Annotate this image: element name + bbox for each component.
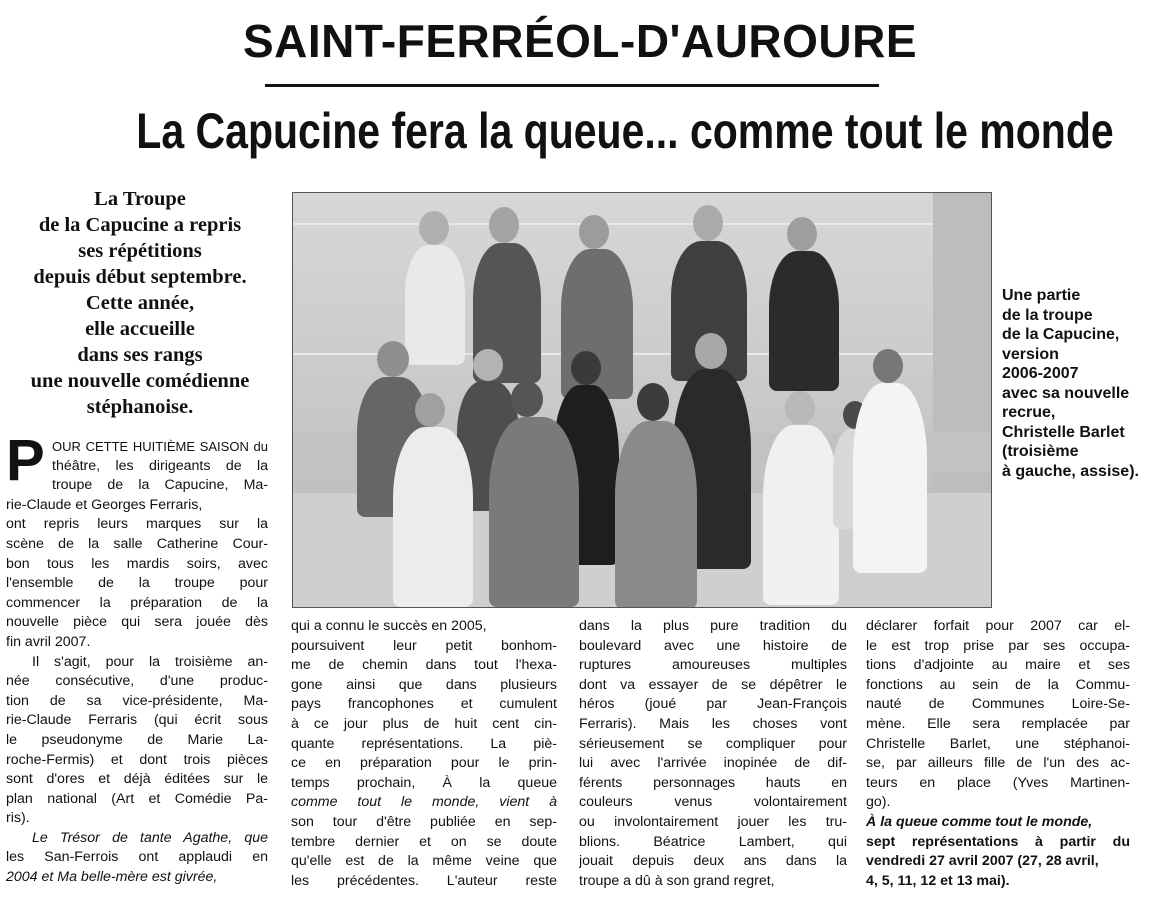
text-line: À la queue comme tout le monde, bbox=[866, 813, 1093, 830]
text-line: ris). bbox=[6, 810, 30, 827]
text-line: nouvelle pièce qui sera jouée dès bbox=[6, 614, 268, 631]
text-line: tions d'adjointe au maire et ses bbox=[866, 657, 1130, 674]
text-line: tembre dernier et on se doute bbox=[291, 833, 557, 850]
lead-line: une nouvelle comédienne bbox=[30, 370, 250, 392]
caption-line: Une partie bbox=[1002, 287, 1081, 304]
text-line: ruptures amoureuses multiples bbox=[579, 657, 847, 674]
text-line: plan national (Art et Comédie Pa- bbox=[6, 790, 268, 807]
text-line: scène de la salle Catherine Cour- bbox=[6, 535, 268, 552]
text-line: commencer la préparation de la bbox=[6, 594, 268, 611]
text-line: à ce jour plus de huit cent cin- bbox=[291, 715, 557, 732]
lead-line: dans ses rangs bbox=[77, 344, 203, 366]
caption-line: de la Capucine, bbox=[1002, 326, 1120, 343]
text-line: go). bbox=[866, 794, 891, 811]
text-line: ou involontairement jouer les tru- bbox=[579, 813, 847, 830]
text-line: se, par ailleurs fille de l'un des ac- bbox=[866, 755, 1130, 772]
text-line: née consécutive, d'une produc- bbox=[6, 673, 268, 690]
text-line: les San-Ferrois ont applaudi en bbox=[6, 849, 268, 866]
text-line: sont d'ores et déjà éditées sur le bbox=[6, 771, 268, 788]
article-column-1 bbox=[6, 428, 268, 888]
text-line: 4, 5, 11, 12 et 13 mai). bbox=[866, 872, 1010, 889]
text-line: OUR CETTE HUITIÈME SAISON du bbox=[52, 439, 268, 454]
text-line: héros (joué par Jean-François bbox=[579, 696, 847, 713]
lead-line: de la Capucine a repris bbox=[38, 214, 242, 236]
text-line: Il s'agit, pour la troisième an- bbox=[32, 653, 268, 670]
text-line: boulevard avec une histoire de bbox=[579, 637, 847, 654]
text-line: sept représentations à partir du bbox=[866, 833, 1130, 850]
text-line: mène. Elle sera remplacée par bbox=[866, 715, 1130, 732]
article-column-2 bbox=[291, 617, 557, 891]
caption-line: (troisième bbox=[1002, 443, 1079, 460]
text-line: fonctions au sein de la Commu- bbox=[866, 676, 1130, 693]
text-line: jouait depuis deux ans dans la bbox=[579, 853, 847, 870]
caption-line: version bbox=[1002, 345, 1059, 363]
article-headline: La Capucine fera la queue... comme tout le monde bbox=[136, 103, 1114, 159]
text-line: comme tout le monde, vient à bbox=[291, 794, 557, 811]
caption-line: de la troupe bbox=[1002, 306, 1093, 324]
caption-line: recrue, bbox=[1002, 404, 1056, 421]
lead-line: ses répétitions bbox=[78, 240, 202, 262]
text-line: gone ainsi que dans plusieurs bbox=[291, 676, 557, 693]
text-line: qui a connu le succès en 2005, bbox=[291, 618, 487, 634]
text-line: ont repris leurs marques sur la bbox=[6, 516, 268, 533]
text-line: le est trop prise par ses occupa- bbox=[866, 637, 1130, 654]
text-line: blions. Béatrice Lambert, qui bbox=[579, 833, 847, 850]
caption-line: à gauche, assise). bbox=[1002, 462, 1139, 480]
text-line: rie-Claude et Georges Ferraris, bbox=[6, 496, 203, 513]
text-line: rie-Claude Ferraris (qui écrit sous bbox=[6, 712, 268, 729]
text-line: Ferraris). Mais les choses vont bbox=[579, 715, 847, 732]
text-line: fin avril 2007. bbox=[6, 633, 91, 650]
text-line: bon tous les mardis soirs, avec bbox=[6, 555, 268, 572]
section-kicker: SAINT-FERRÉOL-D'AUROURE bbox=[242, 15, 918, 67]
caption-line: Christelle Barlet bbox=[1002, 423, 1125, 441]
text-line: férents personnages hauts en bbox=[579, 774, 847, 791]
lead-line: La Troupe bbox=[94, 188, 186, 210]
text-line: poursuivent leur petit bonhom- bbox=[291, 637, 557, 654]
text-line: roche-Fermis) et dont trois pièces bbox=[6, 751, 268, 768]
text-line: quante représentations. La piè- bbox=[291, 735, 557, 752]
lead-line: elle accueille bbox=[85, 318, 195, 340]
text-line: 2004 et Ma belle-mère est givrée, bbox=[6, 869, 218, 886]
text-line: qu'elle est de la même veine que bbox=[291, 853, 557, 870]
text-line: troupe de la Capucine, Ma- bbox=[52, 477, 268, 494]
lead-line: depuis début septembre. bbox=[33, 266, 247, 288]
troupe-group-photo bbox=[292, 192, 992, 608]
text-line: sérieusement se compliquer pour bbox=[579, 735, 847, 752]
text-line: ce en préparation pour le prin- bbox=[291, 755, 557, 772]
article-lead bbox=[6, 186, 274, 420]
text-line: Le Trésor de tante Agathe, que bbox=[32, 829, 268, 846]
text-line: tion de sa vice-présidente, Ma- bbox=[6, 692, 268, 709]
text-line: les précédentes. L'auteur reste bbox=[291, 872, 557, 889]
text-line: lui avec l'arrivée inopinée de dif- bbox=[579, 755, 847, 772]
article-column-3 bbox=[579, 617, 847, 891]
text-line: temps prochain, À la queue bbox=[291, 774, 557, 791]
text-line: dans la plus pure tradition du bbox=[579, 618, 847, 634]
text-line: son tour d'être publiée en sep- bbox=[291, 813, 557, 830]
kicker-underline bbox=[265, 84, 879, 87]
text-line: déclarer forfait pour 2007 car el- bbox=[866, 618, 1130, 634]
drop-cap: P bbox=[6, 428, 45, 493]
lead-line: Cette année, bbox=[85, 292, 195, 314]
text-line: dont va essayer de se dépêtrer le bbox=[579, 676, 847, 693]
article-column-4 bbox=[866, 617, 1130, 891]
caption-line: avec sa nouvelle bbox=[1002, 384, 1130, 402]
photo-caption bbox=[1002, 286, 1142, 481]
text-line: Christelle Barlet, une stéphanoi- bbox=[866, 735, 1130, 752]
text-line: pays francophones et cumulent bbox=[291, 696, 557, 713]
text-line: nauté de Communes Loire-Se- bbox=[866, 696, 1130, 713]
text-line: l'ensemble de la troupe pour bbox=[6, 575, 268, 592]
text-line: troupe a dû à son grand regret, bbox=[579, 872, 775, 889]
caption-line: 2006-2007 bbox=[1002, 365, 1079, 382]
text-line: couleurs venus volontairement bbox=[579, 794, 847, 811]
text-line: teurs en place (Yves Martinen- bbox=[866, 774, 1130, 791]
text-line: le pseudonyme de Marie La- bbox=[6, 731, 268, 748]
text-line: me de chemin dans tout l'hexa- bbox=[291, 657, 557, 674]
text-line: théâtre, les dirigeants de la bbox=[52, 457, 268, 474]
lead-line: stéphanoise. bbox=[86, 396, 194, 418]
text-line: vendredi 27 avril 2007 (27, 28 avril, bbox=[866, 853, 1099, 870]
